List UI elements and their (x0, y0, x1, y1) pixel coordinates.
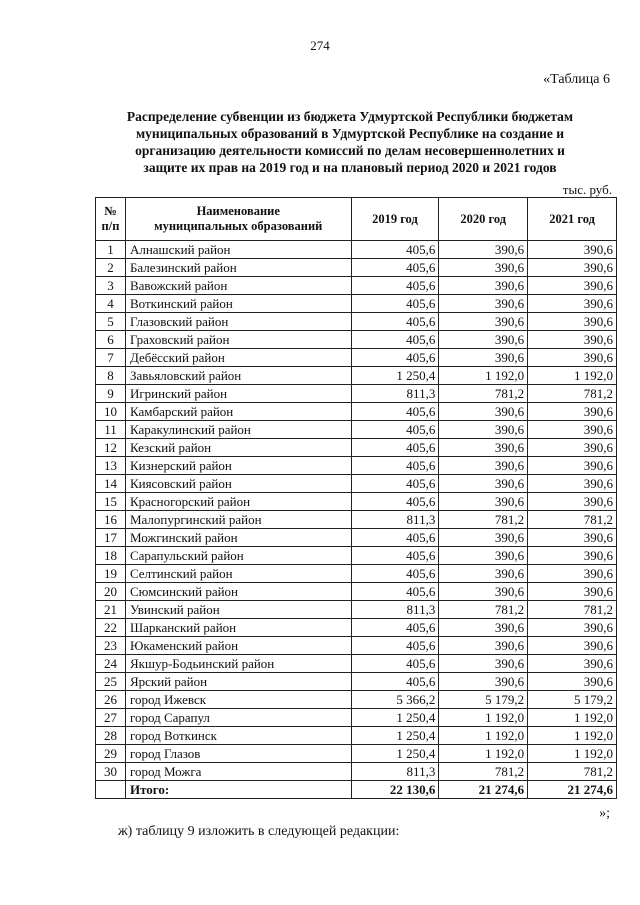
table-row (96, 745, 617, 763)
value-2021: 390,6 (528, 421, 617, 439)
row-number: 5 (96, 313, 126, 331)
row-number: 2 (96, 259, 126, 277)
value-2019: 811,3 (351, 601, 439, 619)
municipality-name: Юкаменский район (125, 637, 351, 655)
municipality-name: Завьяловский район (125, 367, 351, 385)
value-2020: 390,6 (439, 493, 528, 511)
municipality-name: Дебёсский район (125, 349, 351, 367)
value-2019: 405,6 (351, 331, 439, 349)
value-2019: 405,6 (351, 403, 439, 421)
amendment-note: ж) таблицу 9 изложить в следующей редакции: (118, 824, 400, 839)
municipality-name: город Сарапул (125, 709, 351, 727)
table-row (96, 565, 617, 583)
value-2020: 390,6 (439, 475, 528, 493)
value-2021: 390,6 (528, 583, 617, 601)
value-2021: 390,6 (528, 475, 617, 493)
municipality-name: Кизнерский район (125, 457, 351, 475)
table-body (96, 241, 617, 781)
value-2019: 405,6 (351, 529, 439, 547)
value-2019: 405,6 (351, 313, 439, 331)
header-2020: 2020 год (439, 198, 528, 241)
value-2019: 405,6 (351, 421, 439, 439)
row-number: 17 (96, 529, 126, 547)
row-number: 4 (96, 295, 126, 313)
value-2020: 390,6 (439, 565, 528, 583)
municipality-name: Вавожский район (125, 277, 351, 295)
municipality-name: Игринский район (125, 385, 351, 403)
value-2021: 390,6 (528, 403, 617, 421)
municipality-name: Балезинский район (125, 259, 351, 277)
row-number: 22 (96, 619, 126, 637)
row-number: 8 (96, 367, 126, 385)
value-2020: 5 179,2 (439, 691, 528, 709)
row-number: 24 (96, 655, 126, 673)
value-2020: 390,6 (439, 295, 528, 313)
value-2020: 1 192,0 (439, 367, 528, 385)
value-2020: 390,6 (439, 619, 528, 637)
municipality-name: Можгинский район (125, 529, 351, 547)
value-2019: 811,3 (351, 385, 439, 403)
municipality-name: Киясовский район (125, 475, 351, 493)
value-2020: 1 192,0 (439, 727, 528, 745)
subsidy-table (95, 197, 617, 799)
row-number: 12 (96, 439, 126, 457)
value-2019: 1 250,4 (351, 367, 439, 385)
value-2019: 1 250,4 (351, 727, 439, 745)
value-2019: 405,6 (351, 655, 439, 673)
value-2020: 390,6 (439, 673, 528, 691)
value-2020: 390,6 (439, 403, 528, 421)
row-number: 1 (96, 241, 126, 259)
municipality-name: город Ижевск (125, 691, 351, 709)
header-number-line2: п/п (101, 219, 120, 233)
municipality-name: Алнашский район (125, 241, 351, 259)
row-number: 11 (96, 421, 126, 439)
value-2021: 390,6 (528, 565, 617, 583)
value-2021: 781,2 (528, 763, 617, 781)
row-number: 7 (96, 349, 126, 367)
header-number-line1: № (104, 204, 117, 218)
table-row (96, 511, 617, 529)
value-2019: 405,6 (351, 457, 439, 475)
value-2021: 390,6 (528, 295, 617, 313)
header-2021: 2021 год (528, 198, 617, 241)
row-number: 3 (96, 277, 126, 295)
table-row (96, 691, 617, 709)
table-row (96, 619, 617, 637)
header-number (96, 198, 126, 241)
value-2019: 405,6 (351, 277, 439, 295)
value-2021: 390,6 (528, 637, 617, 655)
value-2021: 390,6 (528, 457, 617, 475)
value-2021: 781,2 (528, 601, 617, 619)
table-row (96, 673, 617, 691)
title-line: организацию деятельности комиссий по делам несовершеннолетних и (135, 143, 565, 158)
value-2021: 390,6 (528, 331, 617, 349)
municipality-name: Красногорский район (125, 493, 351, 511)
value-2020: 390,6 (439, 529, 528, 547)
closing-quote: »; (599, 806, 610, 821)
total-2019: 22 130,6 (351, 781, 439, 799)
value-2019: 405,6 (351, 619, 439, 637)
table-row (96, 259, 617, 277)
document-title (70, 108, 630, 176)
table-row (96, 763, 617, 781)
total-label: Итого: (125, 781, 351, 799)
row-number: 9 (96, 385, 126, 403)
table-row (96, 241, 617, 259)
row-number: 20 (96, 583, 126, 601)
value-2019: 405,6 (351, 673, 439, 691)
value-2020: 781,2 (439, 763, 528, 781)
municipality-name: Якшур-Бодьинский район (125, 655, 351, 673)
value-2021: 1 192,0 (528, 709, 617, 727)
municipality-name: Ярский район (125, 673, 351, 691)
value-2020: 390,6 (439, 457, 528, 475)
table-row (96, 331, 617, 349)
value-2021: 1 192,0 (528, 745, 617, 763)
municipality-name: город Можга (125, 763, 351, 781)
value-2020: 390,6 (439, 331, 528, 349)
row-number: 26 (96, 691, 126, 709)
municipality-name: Сарапульский район (125, 547, 351, 565)
row-number: 6 (96, 331, 126, 349)
table-label: «Таблица 6 (543, 72, 610, 87)
municipality-name: Камбарский район (125, 403, 351, 421)
value-2019: 811,3 (351, 511, 439, 529)
title-line: Распределение субвенции из бюджета Удмуртской Республики бюджетам (126, 109, 574, 124)
value-2020: 390,6 (439, 241, 528, 259)
row-number: 13 (96, 457, 126, 475)
municipality-name: Глазовский район (125, 313, 351, 331)
value-2019: 405,6 (351, 565, 439, 583)
row-number: 29 (96, 745, 126, 763)
table-row (96, 313, 617, 331)
title-line: муниципальных образований в Удмуртской Республике на создание и (135, 126, 565, 141)
value-2020: 390,6 (439, 313, 528, 331)
value-2021: 5 179,2 (528, 691, 617, 709)
value-2021: 390,6 (528, 241, 617, 259)
value-2021: 390,6 (528, 439, 617, 457)
municipality-name: город Воткинск (125, 727, 351, 745)
table-row (96, 493, 617, 511)
municipality-name: город Глазов (125, 745, 351, 763)
value-2021: 1 192,0 (528, 727, 617, 745)
value-2019: 405,6 (351, 439, 439, 457)
units-label: тыс. руб. (562, 182, 612, 197)
value-2020: 781,2 (439, 601, 528, 619)
table-row (96, 637, 617, 655)
total-number-cell (96, 781, 126, 799)
municipality-name: Сюмсинский район (125, 583, 351, 601)
row-number: 16 (96, 511, 126, 529)
table-row (96, 277, 617, 295)
table-row (96, 601, 617, 619)
row-number: 10 (96, 403, 126, 421)
total-row (96, 781, 617, 799)
municipality-name: Шарканский район (125, 619, 351, 637)
value-2019: 405,6 (351, 295, 439, 313)
value-2020: 390,6 (439, 637, 528, 655)
value-2020: 1 192,0 (439, 745, 528, 763)
municipality-name: Воткинский район (125, 295, 351, 313)
value-2019: 405,6 (351, 637, 439, 655)
title-line: защите их прав на 2019 год и на плановый период 2020 и 2021 годов (143, 160, 557, 175)
value-2021: 390,6 (528, 547, 617, 565)
row-number: 15 (96, 493, 126, 511)
value-2019: 811,3 (351, 763, 439, 781)
value-2019: 1 250,4 (351, 709, 439, 727)
row-number: 21 (96, 601, 126, 619)
value-2019: 1 250,4 (351, 745, 439, 763)
value-2020: 390,6 (439, 259, 528, 277)
header-2019: 2019 год (351, 198, 439, 241)
table-row (96, 583, 617, 601)
value-2019: 405,6 (351, 547, 439, 565)
table-row (96, 439, 617, 457)
value-2020: 781,2 (439, 385, 528, 403)
value-2021: 390,6 (528, 529, 617, 547)
value-2020: 390,6 (439, 277, 528, 295)
value-2021: 390,6 (528, 655, 617, 673)
municipality-name: Граховский район (125, 331, 351, 349)
value-2020: 390,6 (439, 547, 528, 565)
row-number: 14 (96, 475, 126, 493)
table-row (96, 655, 617, 673)
municipality-name: Увинский район (125, 601, 351, 619)
value-2021: 390,6 (528, 349, 617, 367)
value-2020: 390,6 (439, 583, 528, 601)
header-name-line1: Наименование (196, 204, 280, 218)
value-2019: 405,6 (351, 475, 439, 493)
table-row (96, 349, 617, 367)
row-number: 25 (96, 673, 126, 691)
value-2020: 390,6 (439, 439, 528, 457)
value-2020: 390,6 (439, 421, 528, 439)
value-2021: 390,6 (528, 619, 617, 637)
value-2021: 390,6 (528, 493, 617, 511)
table-row (96, 295, 617, 313)
municipality-name: Селтинский район (125, 565, 351, 583)
value-2019: 405,6 (351, 259, 439, 277)
table-row (96, 421, 617, 439)
table-row (96, 529, 617, 547)
row-number: 28 (96, 727, 126, 745)
table-row (96, 385, 617, 403)
value-2021: 390,6 (528, 259, 617, 277)
table-row (96, 475, 617, 493)
row-number: 18 (96, 547, 126, 565)
value-2020: 390,6 (439, 349, 528, 367)
page-number: 274 (310, 38, 330, 53)
value-2020: 781,2 (439, 511, 528, 529)
value-2021: 390,6 (528, 313, 617, 331)
row-number: 30 (96, 763, 126, 781)
row-number: 19 (96, 565, 126, 583)
value-2019: 405,6 (351, 241, 439, 259)
value-2019: 405,6 (351, 493, 439, 511)
header-name-line2: муниципальных образований (154, 219, 323, 233)
municipality-name: Кезский район (125, 439, 351, 457)
table-row (96, 709, 617, 727)
row-number: 23 (96, 637, 126, 655)
municipality-name: Малопургинский район (125, 511, 351, 529)
value-2019: 405,6 (351, 349, 439, 367)
table-header-row (96, 198, 617, 241)
value-2021: 390,6 (528, 673, 617, 691)
value-2020: 1 192,0 (439, 709, 528, 727)
value-2021: 1 192,0 (528, 367, 617, 385)
table-row (96, 547, 617, 565)
table-row (96, 727, 617, 745)
value-2021: 781,2 (528, 385, 617, 403)
value-2019: 405,6 (351, 583, 439, 601)
total-2021: 21 274,6 (528, 781, 617, 799)
municipality-name: Каракулинский район (125, 421, 351, 439)
header-name (125, 198, 351, 241)
table-row (96, 367, 617, 385)
value-2019: 5 366,2 (351, 691, 439, 709)
value-2021: 781,2 (528, 511, 617, 529)
table-row (96, 403, 617, 421)
value-2020: 390,6 (439, 655, 528, 673)
row-number: 27 (96, 709, 126, 727)
value-2021: 390,6 (528, 277, 617, 295)
table-row (96, 457, 617, 475)
total-2020: 21 274,6 (439, 781, 528, 799)
